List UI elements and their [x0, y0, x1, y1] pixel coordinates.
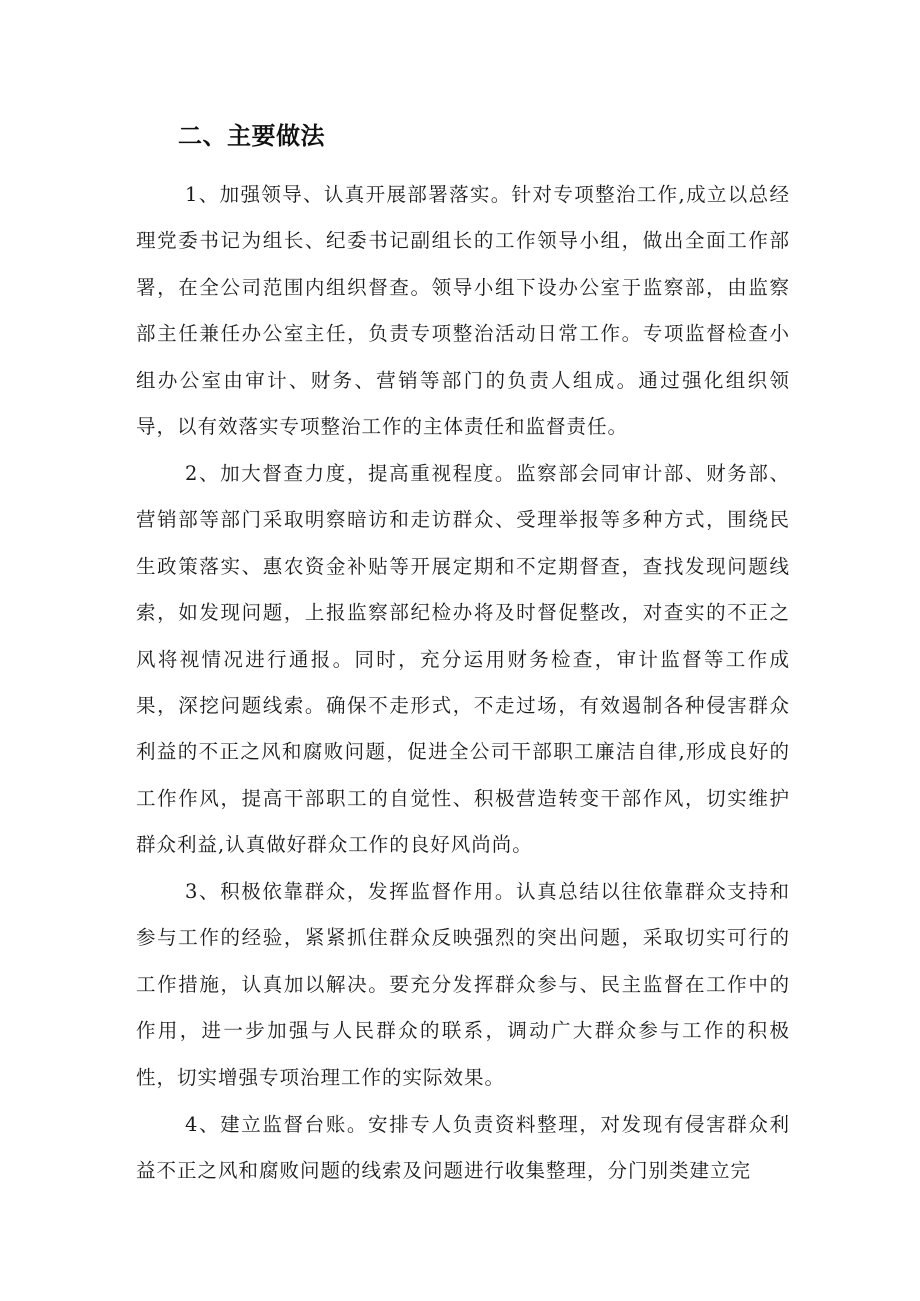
- paragraph-4: 4、建立监督台账。安排专人负责资料整理，对发现有侵害群众利益不正之风和腐败问题的线索及问题进行收集整理，分门别类建立完: [136, 1113, 790, 1183]
- paragraph-2: 2、加大督查力度，提高重视程度。监察部会同审计部、财务部、营销部等部门采取明察暗访和走访群众、受理举报等多种方式，围绕民生政策落实、惠农资金补贴等开展定期和不定期督查，查找发现问题线索，如发现问题，上报监察部纪检办将及时督促整改，对查实的不正之风将视情况进行通报。同时，充分运用财务检查，审计监督等工作成果，深挖问题线索。确保不走形式，不走过场，有效遏制各种侵害群众利益的不正之风和腐败问题，促进全公司干部职工廉洁自律,形成良好的工作作风，提高干部职工的自觉性、积极营造转变干部作风，切实维护群众利益,认真做好群众工作的良好风尚尚。: [136, 462, 790, 857]
- section-heading: 二、主要做法: [178, 122, 325, 150]
- paragraph-1: 1、加强领导、认真开展部署落实。针对专项整治工作,成立以总经理党委书记为组长、纪委书记副组长的工作领导小组，做出全面工作部署，在全公司范围内组织督查。领导小组下设办公室于监察部，由监察部主任兼任办公室主任，负责专项整治活动日常工作。专项监督检查小组办公室由审计、财务、营销等部门的负责人组成。通过强化组织领导，以有效落实专项整治工作的主体责任和监督责任。: [136, 183, 790, 439]
- paragraph-3: 3、积极依靠群众，发挥监督作用。认真总结以往依靠群众支持和参与工作的经验，紧紧抓住群众反映强烈的突出问题，采取切实可行的工作措施，认真加以解决。要充分发挥群众参与、民主监督在工作中的作用，进一步加强与人民群众的联系，调动广大群众参与工作的积极性，切实增强专项治理工作的实际效果。: [136, 880, 790, 1089]
